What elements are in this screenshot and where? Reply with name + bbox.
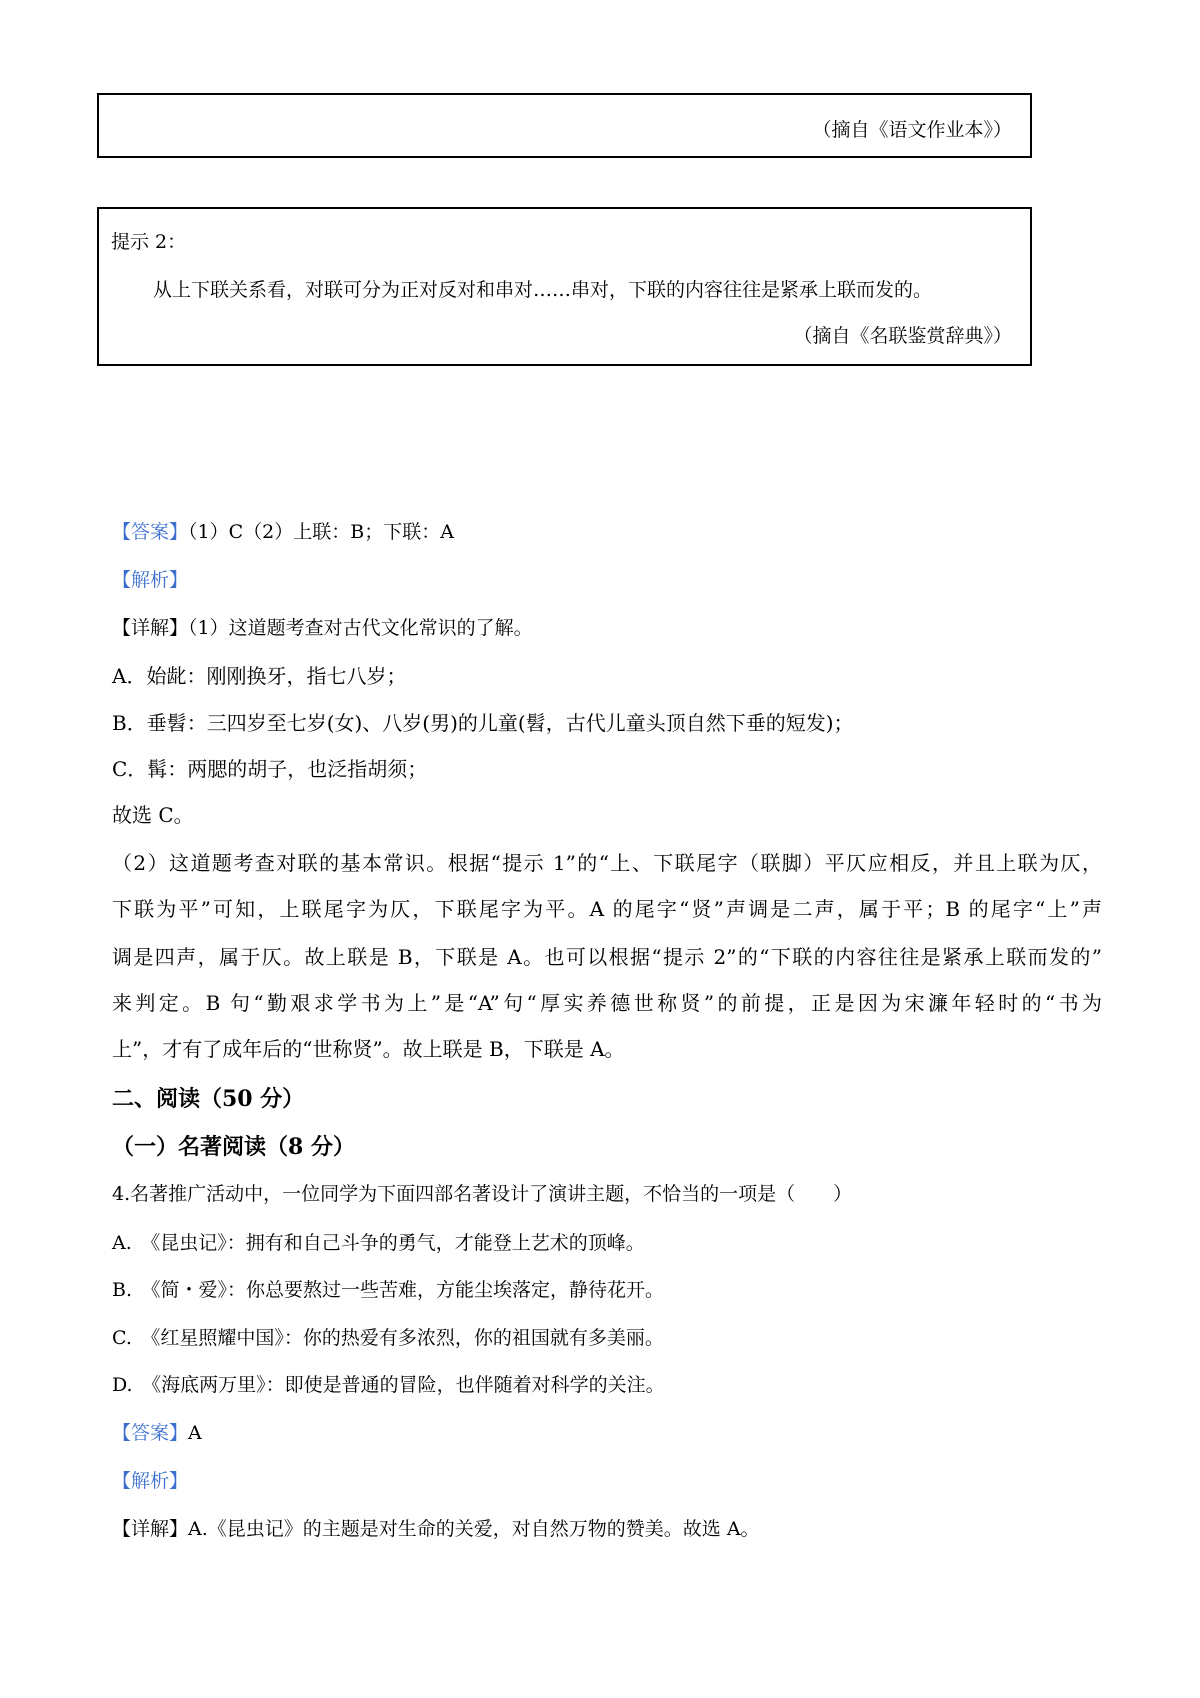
q4-analysis-line <box>112 1472 188 1491</box>
q4-detail-line <box>112 1520 760 1539</box>
para-line: 下联为平”可知，上联尾字为仄，下联尾字为平。A 的尾字“贤”声调是二声，属于平；B 的尾字“上”声 <box>112 897 1102 921</box>
q4-option: A. 《昆虫记》：拥有和自己斗争的勇气，才能登上艺术的顶峰。 <box>112 1232 645 1254</box>
detail-text: A.《昆虫记》的主题是对生命的关爱，对自然万物的赞美。故选 A。 <box>188 1518 760 1540</box>
para-line: 上”，才有了成年后的“世称贤”。故上联是 B，下联是 A。 <box>112 1037 625 1061</box>
detail-intro: （1）这道题考查对古代文化常识的了解。 <box>188 617 533 639</box>
section-subtitle: （一）名著阅读（8 分） <box>112 1134 355 1160</box>
hint-title: 提示 2： <box>111 231 187 253</box>
choose-line: 故选 C。 <box>112 803 194 827</box>
q4-option: D. 《海底两万里》：即使是普通的冒险，也伴随着对科学的关注。 <box>112 1374 665 1396</box>
para-line: （2）这道题考查对联的基本常识。根据“提示 1”的“上、下联尾字（联脚）平仄应相反，并且上联为仄， <box>112 851 1102 875</box>
analysis-tag: 【解析】 <box>112 1470 189 1492</box>
q4-option: C. 《红星照耀中国》：你的热爱有多浓烈，你的祖国就有多美丽。 <box>112 1327 664 1349</box>
para-line: 来判定。B 句“勤艰求学书为上”是“A”句“厚实养德世称贤”的前提，正是因为宋濂年轻时的“书为 <box>112 991 1102 1015</box>
analysis-tag: 【解析】 <box>112 569 189 591</box>
q4-option: B. 《简・爱》：你总要熬过一些苦难，方能尘埃落定，静待花开。 <box>112 1279 665 1301</box>
answer-text: （1）C（2）上联：B；下联：A <box>188 521 454 543</box>
answer-tag: 【答案】 <box>112 1422 189 1444</box>
q3-answer-line <box>112 523 454 542</box>
para-line: 调是四声，属于仄。故上联是 B，下联是 A。也可以根据“提示 2”的“下联的内容往往是紧承上联而发的” <box>112 945 1102 969</box>
section-title: 二、阅读（50 分） <box>112 1086 305 1112</box>
answer-text: A <box>188 1422 202 1444</box>
detail-tag: 【详解】 <box>112 1518 189 1540</box>
q4-answer-line <box>112 1424 202 1443</box>
quote-source: （摘自《语文作业本》） <box>812 119 1012 141</box>
answer-tag: 【答案】 <box>112 521 189 543</box>
quote-source: （摘自《名联鉴赏辞典》） <box>793 325 1012 347</box>
q3-analysis-line <box>112 571 188 590</box>
quote-box-1 <box>97 93 1032 158</box>
hint-text: 从上下联关系看，对联可分为正对反对和串对……串对，下联的内容往往是紧承上联而发的。 <box>153 279 933 301</box>
option-b: B．垂髫：三四岁至七岁(女)、八岁(男)的儿童(髫，古代儿童头顶自然下垂的短发)； <box>112 711 854 735</box>
q4-question: 4.名著推广活动中，一位同学为下面四部名著设计了演讲主题，不恰当的一项是（ ） <box>112 1183 853 1205</box>
option-a: A．始龀：刚刚换牙，指七八岁； <box>112 664 407 688</box>
quote-box-2 <box>97 207 1032 366</box>
q3-detail-line <box>112 619 533 638</box>
detail-tag: 【详解】 <box>112 617 189 639</box>
option-c: C．髯：两腮的胡子，也泛指胡须； <box>112 757 428 781</box>
